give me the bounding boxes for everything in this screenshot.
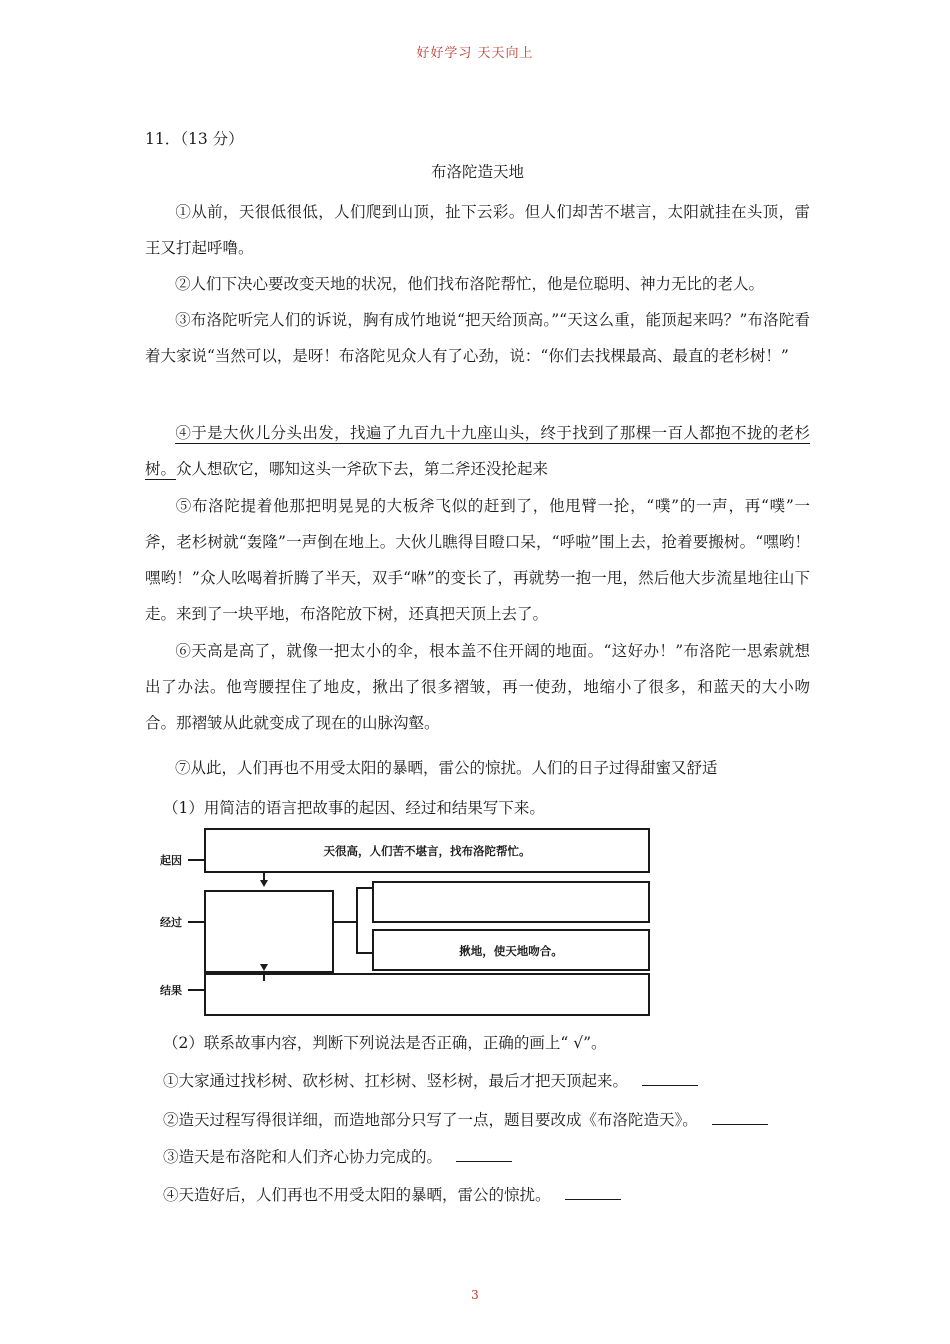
statement-3: ③造天是布洛陀和人们齐心协力完成的。 <box>163 1145 512 1167</box>
connector <box>188 921 204 923</box>
arrow-down-icon <box>260 880 268 887</box>
process-step-box[interactable] <box>372 881 650 923</box>
paragraph-6: ⑥天高是高了，就像一把太小的伞，根本盖不住开阔的地面。“这好办！”布洛陀一思索就想出了办法。他弯腰捏住了地皮，揪出了很多褶皱，再一使劲，地缩小了很多，和蓝天的大小吻合。那褶皱从此就变成了现在的山脉沟壑。 <box>145 642 810 732</box>
connector <box>356 887 372 889</box>
answer-blank[interactable] <box>712 1123 768 1125</box>
answer-blank[interactable] <box>642 1084 698 1086</box>
paragraph-3: ③布洛陀听完人们的诉说，胸有成竹地说“把天给顶高。”“天这么重，能顶起来吗？”布洛陀看着大家说“当然可以，是呀！布洛陀见众人有了心劲，说：“你们去找棵最高、最直的老杉树！” <box>145 311 810 365</box>
page-number: 3 <box>471 1288 479 1302</box>
connector <box>334 921 356 923</box>
label-process: 经过 <box>160 916 182 929</box>
story-flow-diagram <box>160 823 660 1023</box>
paragraph-5: ⑤布洛陀提着他那把明晃晃的大板斧飞似的赶到了，他甩臂一抡，“噗”的一声，再“噗”一斧，老杉树就“轰隆”一声倒在地上。大伙儿瞧得目瞪口呆，“呼啦”围上去，抢着要搬树。“嘿哟！嘿哟！”众人吆喝着折腾了半天，双手“咻”的变长了，再就势一抱一甩，然后他大步流星地往山下走。来到了一块平地，布洛陀放下树，还真把天顶上去了。 <box>145 497 810 623</box>
connector <box>356 887 358 953</box>
cause-box[interactable]: 天很高，人们苦不堪言，找布洛陀帮忙。 <box>204 828 650 873</box>
paragraph-7: ⑦从此，人们再也不用受太阳的暴晒，雷公的惊扰。人们的日子过得甜蜜又舒适 <box>175 759 718 777</box>
label-cause: 起因 <box>160 854 182 867</box>
paragraph-1: ①从前，天很低很低，人们爬到山顶，扯下云彩。但人们却苦不堪言，太阳就挂在头顶，雷王又打起呼噜。 <box>145 203 810 257</box>
question-number: 11．（13 分） <box>145 130 244 148</box>
sub-question-2: （2）联系故事内容，判断下列说法是否正确，正确的画上“ √”。 <box>163 1034 607 1052</box>
statement-1: ①大家通过找杉树、砍杉树、扛杉树、竖杉树，最后才把天顶起来。 <box>163 1069 698 1091</box>
answer-blank[interactable] <box>456 1160 512 1162</box>
passage-title: 布洛陀造天地 <box>430 163 524 181</box>
label-result: 结果 <box>160 984 182 997</box>
process-step-box[interactable]: 揪地，使天地吻合。 <box>372 929 650 971</box>
header-slogan: 好好学习 天天向上 <box>416 46 534 61</box>
underlined-sentence: ④于是大伙儿分头出发，找遍了九百九十九座山头，终于找到了那棵一百人都抱不拢的老杉树。 <box>145 424 810 478</box>
statement-2: ②造天过程写得很详细，而造地部分只写了一点，题目要改成《布洛陀造天》。 <box>163 1108 768 1130</box>
answer-blank[interactable] <box>565 1198 621 1200</box>
process-main-box[interactable] <box>204 890 334 973</box>
connector <box>188 859 204 861</box>
paragraph-4: ④于是大伙儿分头出发，找遍了九百九十九座山头，终于找到了那棵一百人都抱不拢的老杉树。众人想砍它，哪知这头一斧砍下去，第二斧还没抡起来 <box>145 424 810 478</box>
sub-question-1: （1）用简洁的语言把故事的起因、经过和结果写下来。 <box>163 799 545 817</box>
paragraph-2: ②人们下决心要改变天地的状况，他们找布洛陀帮忙，他是位聪明、神力无比的老人。 <box>175 275 765 293</box>
statement-4: ④天造好后，人们再也不用受太阳的暴晒，雷公的惊扰。 <box>163 1183 621 1205</box>
result-box[interactable] <box>204 973 650 1016</box>
connector <box>188 989 204 991</box>
connector <box>356 952 372 954</box>
arrow-down-icon <box>260 964 268 971</box>
